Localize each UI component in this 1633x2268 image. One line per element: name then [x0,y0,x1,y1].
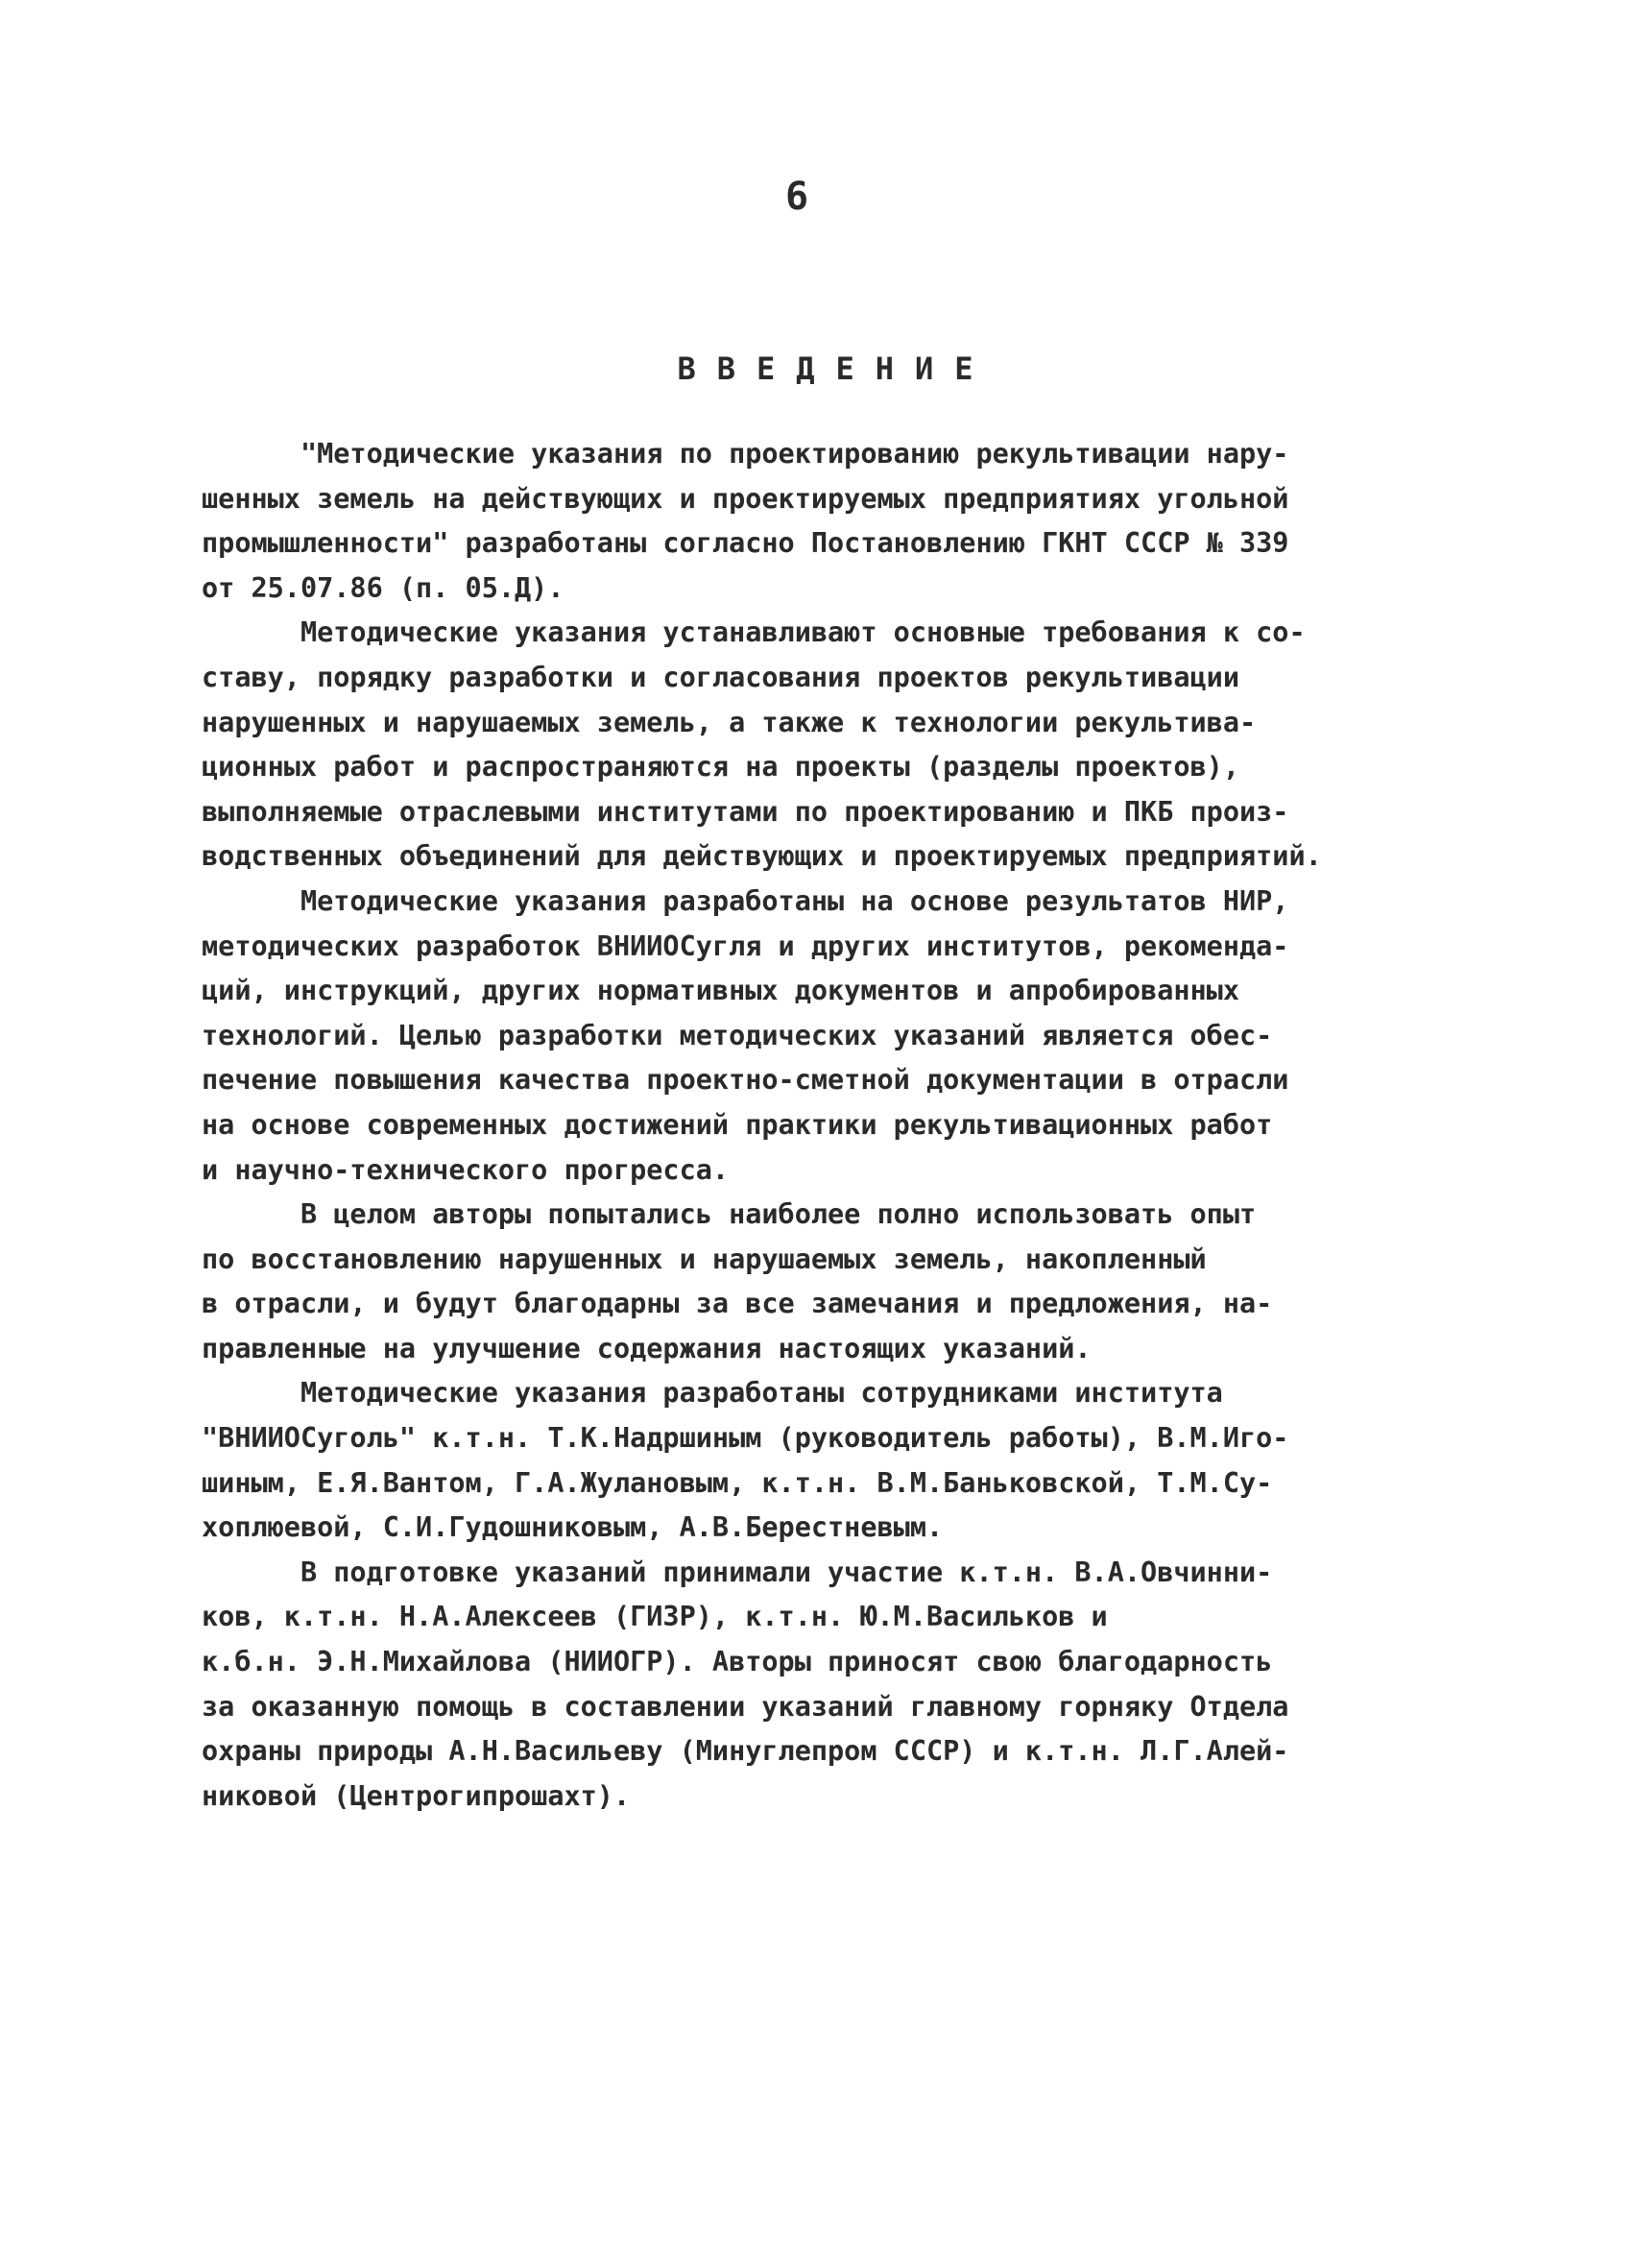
text-line: никовой (Центрогипрошахт). [202,1779,631,1812]
text-line: Методические указания разработаны сотрудниками института [202,1377,1223,1410]
text-line: правленные на улучшение содержания настоящих указаний. [202,1332,1092,1364]
text-line: шенных земель на действующих и проектируемых предприятиях угольной [202,482,1289,515]
text-line: Методические указания разработаны на основе результатов НИР, [202,884,1289,917]
text-line: на основе современных достижений практики рекультивационных работ [202,1108,1273,1141]
text-line: В подготовке указаний принимали участие к.т.н. В.А.Овчинни- [202,1556,1273,1588]
text-line: за оказанную помощь в составлении указаний главному горняку Отдела [202,1690,1289,1723]
text-line: водственных объединений для действующих и проектируемых предприятий. [202,840,1322,873]
text-line: В целом авторы попытались наиболее полно использовать опыт [202,1198,1257,1231]
text-line: хоплюевой, С.И.Гудошниковым, А.В.Берестневым. [202,1511,944,1544]
section-heading: ВВЕДЕНИЕ [677,350,995,387]
text-line: ционных работ и распространяются на проекты (разделы проектов), [202,751,1239,784]
text-line: нарушенных и нарушаемых земель, а также к технологии рекультива- [202,706,1257,738]
page-number: 6 [784,175,809,219]
text-line: шиным, Е.Я.Вантом, Г.А.Жулановым, к.т.н. В.М.Баньковской, Т.М.Су- [202,1466,1273,1499]
text-line: ций, инструкций, других нормативных документов и апробированных [202,975,1239,1007]
text-line: ков, к.т.н. Н.А.Алексеев (ГИЗР), к.т.н. Ю.М.Васильков и [202,1601,1108,1633]
text-line: технологий. Целью разработки методических указаний является обес- [202,1019,1273,1051]
text-line: к.б.н. Э.Н.Михайлова (НИИОГР). Авторы приносят свою благодарность [202,1646,1273,1678]
text-line: методических разработок ВНИИОСугля и других институтов, рекоменда- [202,929,1289,962]
text-line: от 25.07.86 (п. 05.Д). [202,571,564,604]
text-line: "ВНИИОСуголь" к.т.н. Т.К.Надршиным (руководитель работы), В.М.Иго- [202,1422,1289,1455]
text-line: "Методические указания по проектированию рекультивации нару- [202,438,1289,470]
text-line: и научно-технического прогресса. [202,1153,730,1186]
text-line: печение повышения качества проектно-сметной документации в отрасли [202,1064,1289,1097]
text-line: в отрасли, и будут благодарны за все замечания и предложения, на- [202,1288,1273,1320]
text-line: охраны природы А.Н.Васильеву (Минуглепром СССР) и к.т.н. Л.Г.Алей- [202,1735,1289,1768]
text-line: по восстановлению нарушенных и нарушаемых земель, накопленный [202,1243,1207,1275]
body-text [202,432,1450,1819]
text-line: Методические указания устанавливают основные требования к со- [202,616,1306,649]
text-line: выполняемые отраслевыми институтами по проектированию и ПКБ произ- [202,795,1289,828]
text-line: промышленности" разработаны согласно Постановлению ГКНТ СССР № 339 [202,527,1289,560]
text-line: ставу, порядку разработки и согласования проектов рекультивации [202,661,1239,693]
